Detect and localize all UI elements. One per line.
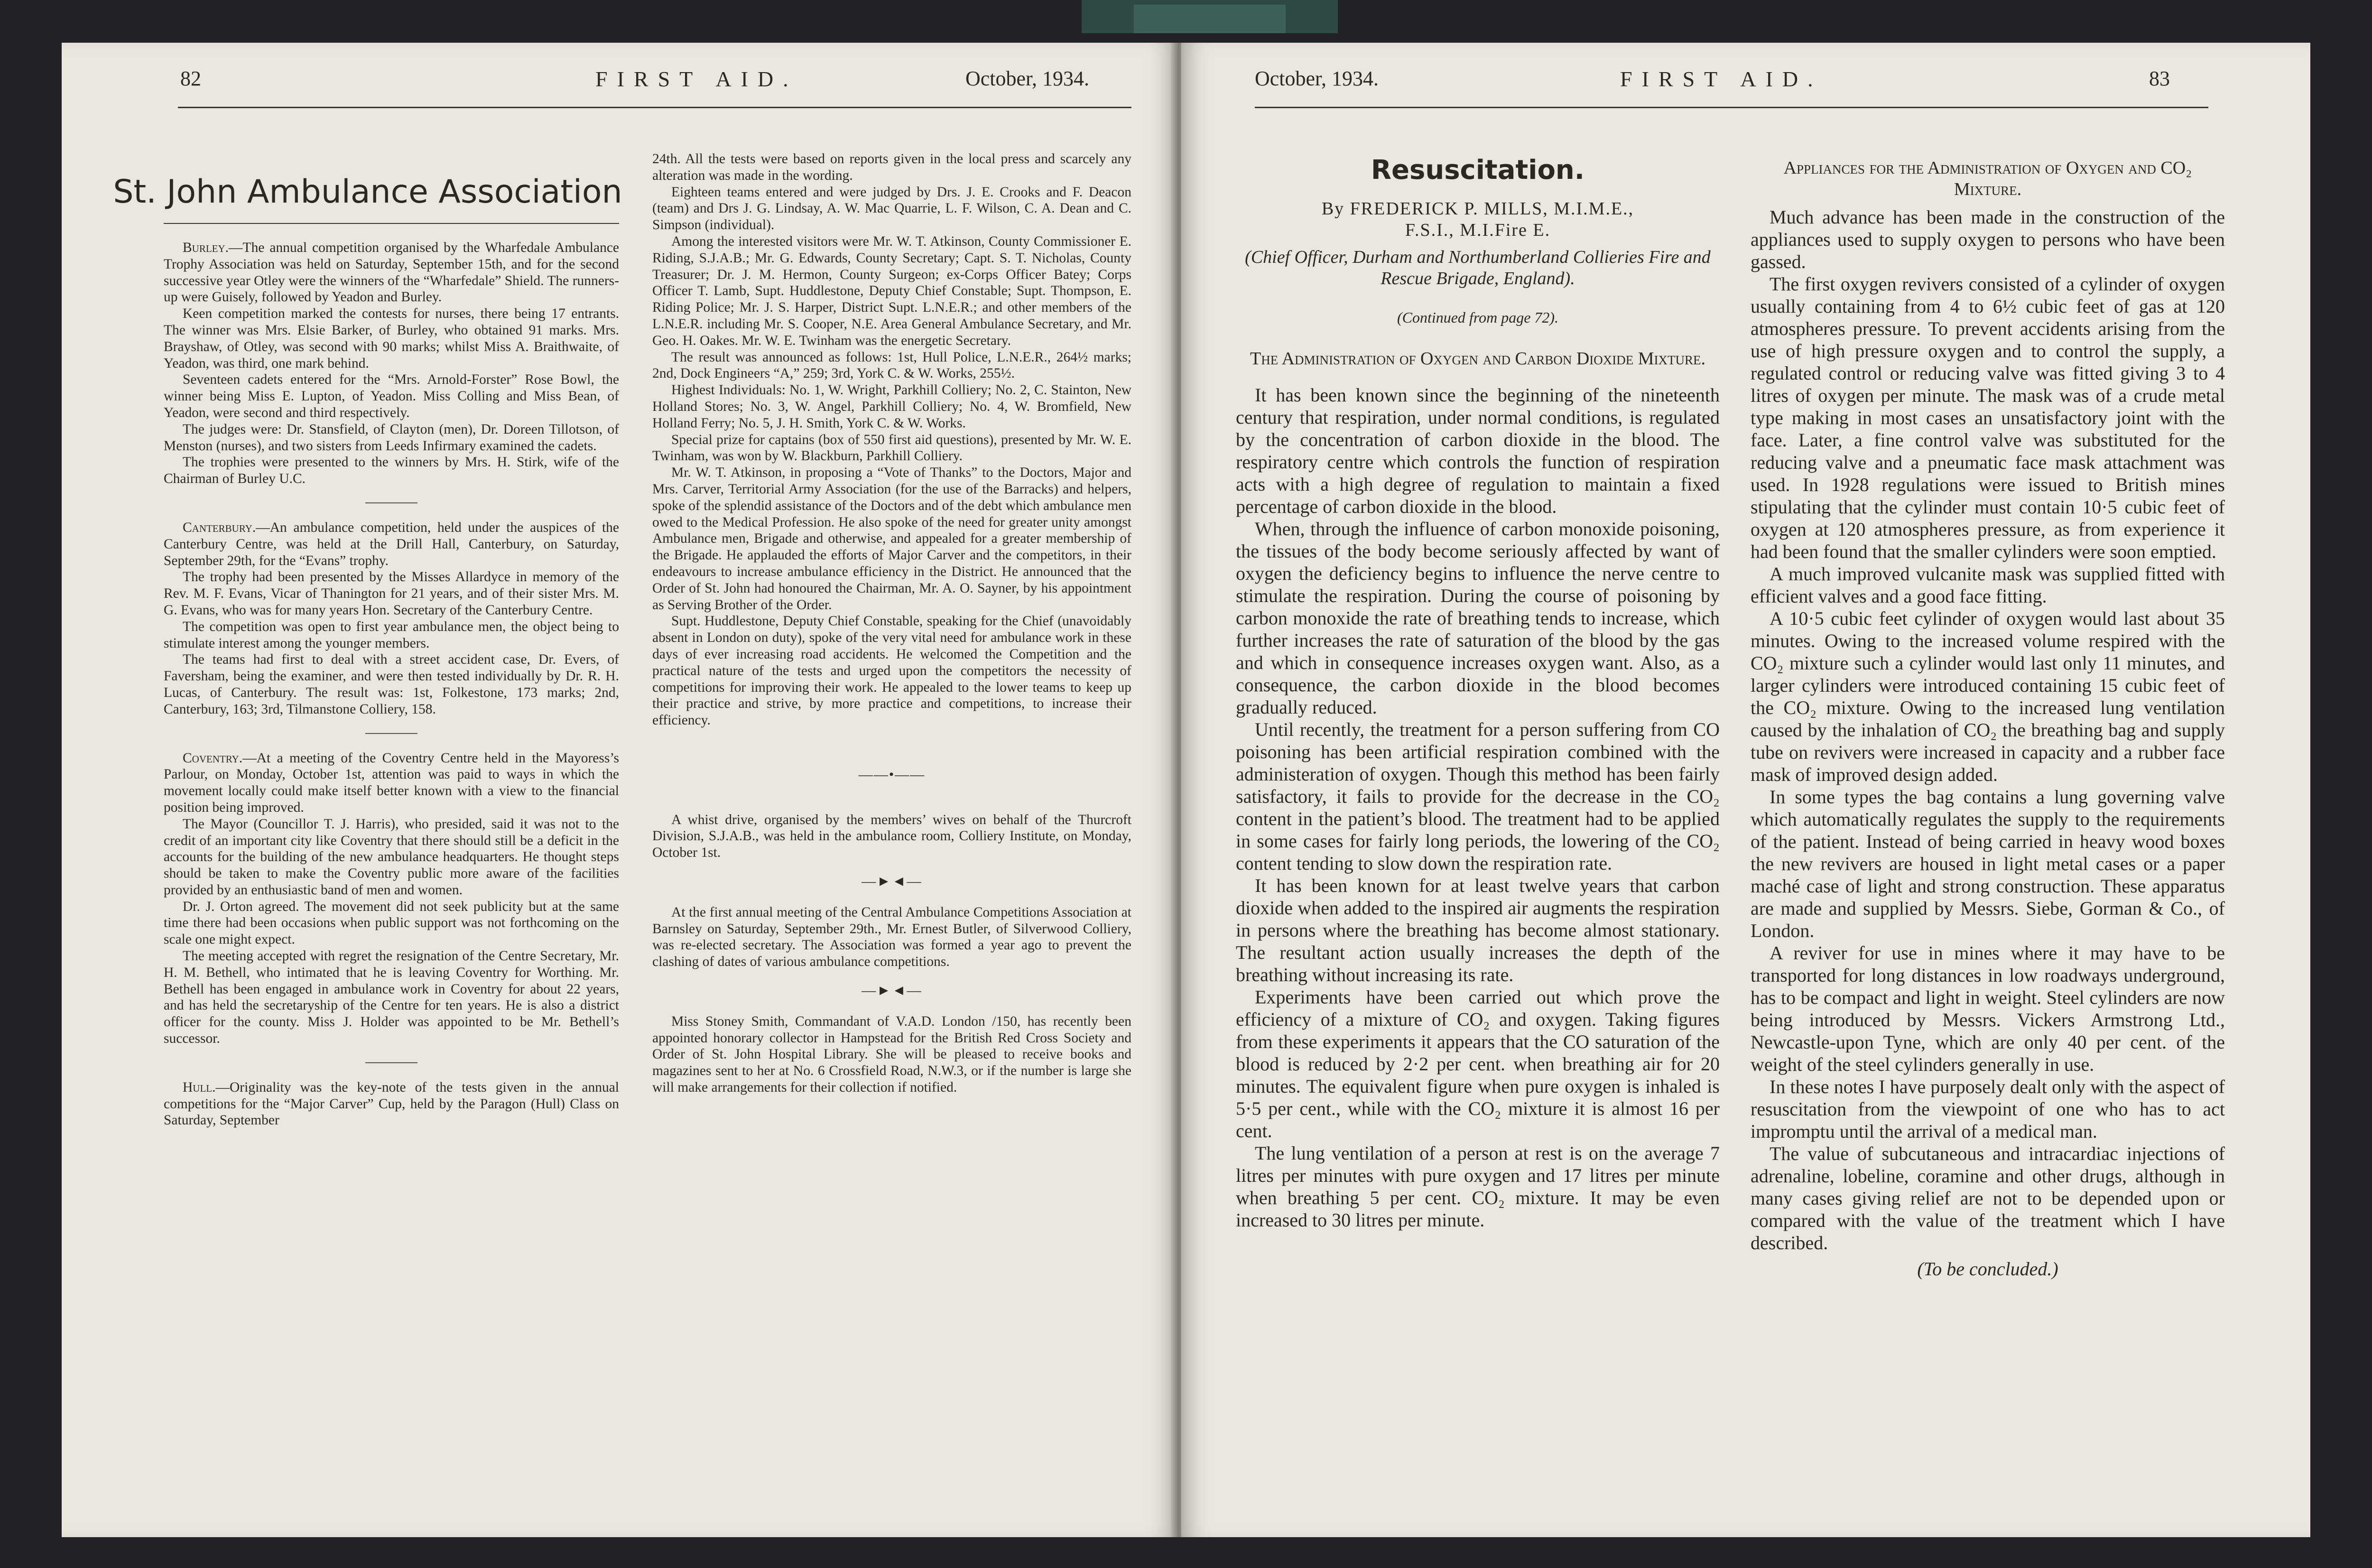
paragraph-text: The result was announced as follows: 1st, Hull Police, L.N.E.R., 264½ marks; 2nd, Dock Engineers “A,” 259; 3rd, York C. & W. Works, 255½.	[652, 349, 1131, 381]
paragraph-text: Mr. W. T. Atkinson, in proposing a “Vote of Thanks” to the Doctors, Major and Mrs. Carver, Territorial Army Association (for the use of the Barracks) and helpers, spoke of the splendid assistance of the Doctors and of the debt which ambulance men owed to the Medical Profession. He also spoke of the need for greater unity amongst Ambulance men, Brigade and otherwise, and appealed for a greater membership of the Brigade. He applauded the efforts of Major Carver and the competitors, in their endeavours to increase ambulance efficiency in the District. He announced that the Order of St. John had honoured the Chairman, Mr. A. O. Sayner, by his appointment as Serving Brother of the Order.	[652, 465, 1131, 612]
byline: By FREDERICK P. MILLS, M.I.M.E.,	[1321, 199, 1634, 219]
paragraph: When, through the influence of carbon monoxide poisoning, the tissues of the body become seriously affected by want of oxygen the deficiency begins to influence the nerve centre to stimulate the respiration. During the course of poisoning by carbon monoxide the rate of breathing tends to increase, which further increases the rate of saturation of the blood by the gas and which in consequence increases oxygen want. Also, as a consequence, the carbon dioxide in the blood becomes gradually reduced.	[1236, 518, 1720, 718]
section-divider	[365, 1062, 417, 1063]
paragraph	[164, 371, 619, 421]
paragraph	[164, 306, 619, 371]
paragraph	[652, 151, 1131, 184]
paragraph: Until recently, the treatment for a person suffering from CO poisoning has been artificial respiration combined with the administeration of oxygen. Though this method has been fairly satisfactory, it fails to provide for the decrease in the CO₂ content in the patient’s blood. The treatment had to be applied in some cases for fairly long periods, the lowering of the CO₂ content tending to slow down the respiration rate.	[1236, 719, 1720, 874]
paragraph: The first oxygen revivers consisted of a cylinder of oxygen usually containing from 4 to 6½ cubic feet of gas at 120 atmospheres pressure. To prevent accidents arising from the use of high pressure oxygen and to control the supply, a regulated control or reducing valve was fitted giving 3 to 4 litres of oxygen per minute. The mask was of a crude metal type making in most cases an unsatisfactory joint with the face. Later, a fine control valve was substituted for the reducing valve and a pneumatic face mask attachment was used. In 1928 regulations were issued to British mines stipulating that the cylinder must contain 10·5 cubic feet of oxygen at 120 atmospheres pressure, as from experience it had been found that the smaller cylinders were soon emptied.	[1751, 273, 2225, 562]
paragraph	[164, 816, 619, 899]
paragraph-lead: Coventry.	[183, 750, 243, 766]
paragraph	[652, 382, 1131, 431]
ornament-divider: ——•——	[858, 766, 926, 782]
paragraph-text: Special prize for captains (box of 550 first aid questions), presented by Mr. W. E. Twinham, was won by W. Blackburn, Parkhill Colliery.	[652, 432, 1131, 464]
right-page-number: 83	[2149, 67, 2170, 90]
left-page-number: 82	[180, 67, 201, 90]
paragraph-lead: Hull.	[183, 1079, 216, 1095]
paragraph-text: At the first annual meeting of the Central Ambulance Competitions Association at Barnsley on Saturday, September 29th., Mr. Ernest Butler, of Silverwood Colliery, was re-elected secretary. The Association was formed a year ago to prevent the clashing of dates of various ambulance competitions.	[652, 904, 1131, 970]
paragraph: A reviver for use in mines where it may have to be transported for long distances in low roadways underground, has to be compact and light in weight. Steel cylinders are now being introduced by Messrs. Vickers Armstrong Ltd., Newcastle-upon Tyne, which are only 40 per cent. of the weight of the steel cylinders generally in use.	[1751, 942, 2225, 1075]
ornament-divider: —►◄—	[862, 873, 922, 890]
paragraph	[652, 184, 1131, 233]
article-body-col2	[1751, 206, 2225, 1254]
section-heading: The Administration of Oxygen and Carbon Dioxide Mixture.	[1250, 349, 1706, 369]
paragraph	[652, 349, 1131, 382]
paragraph	[652, 1013, 1131, 1096]
continued-note: (Continued from page 72).	[1397, 309, 1559, 326]
paragraph-text: Seventeen cadets entered for the “Mrs. Arnold-Forster” Rose Bowl, the winner being Miss E. Lupton, of Yeadon. Miss Colling and Miss Bean, of Yeadon, were second and third respectively.	[164, 372, 619, 420]
left-column-1	[164, 240, 619, 1129]
paragraph	[164, 454, 619, 487]
paragraph: It has been known for at least twelve years that carbon dioxide when added to the inspired air augments the respiration in persons where the breathing has become almost stationary. The resultant action usually increases the depth of the breathing without increasing its rate.	[1236, 875, 1720, 985]
paragraph	[164, 520, 619, 569]
paragraph	[652, 233, 1131, 349]
author-affiliation: (Chief Officer, Durham and Northumberland Collieries Fire and Rescue Brigade, England).	[1245, 247, 1711, 288]
paragraph: A 10·5 cubic feet cylinder of oxygen would last about 35 minutes. Owing to the increased volume respired with the CO₂ mixture such a cylinder would last only 11 minutes, and larger cylinders were introduced containing 15 cubic feet of the CO₂ mixture. Owing to the increased lung ventilation caused by the inhalation of CO₂ the breathing bag and supply tube on revivers were increased in capacity and a rubber face mask of improved design added.	[1751, 608, 2225, 785]
paragraph-text: —An ambulance competition, held under the auspices of the Canterbury Centre, was held at the Drill Hall, Canterbury, on Saturday, September 29th, for the “Evans” trophy.	[164, 520, 619, 568]
paragraph	[164, 619, 619, 652]
left-column-2	[652, 151, 1131, 1096]
left-header-rule	[178, 107, 1131, 108]
paragraph: In these notes I have purposely dealt only with the aspect of resuscitation from the viewpoint of one who has to act impromptu until the arrival of a medical man.	[1751, 1076, 2225, 1142]
paragraph-text: The competition was open to first year ambulance men, the object being to stimulate interest among the younger members.	[164, 619, 619, 651]
paragraph-text: 24th. All the tests were based on reports given in the local press and scarcely any alteration was made in the wording.	[652, 151, 1131, 183]
paragraph-text: Supt. Huddlestone, Deputy Chief Constable, speaking for the Chief (unavoidably absent in London on duty), spoke of the very vital need for ambulance work in these days of ever increasing road accidents. He welcomed the Competition and the practical nature of the tests and urged upon the competitors the necessity of competitions for improving their work. He appealed to the lower teams to keep up their practice and strive, by more practice and competitions, to increase their efficiency.	[652, 613, 1131, 728]
paragraph	[164, 899, 619, 948]
paragraph-text: Highest Individuals: No. 1, W. Wright, Parkhill Colliery; No. 2, C. Stainton, New Holland Stores; No. 3, W. Angel, Parkhill Colliery; No. 4, W. Bromfield, New Holland Ferry; No. 5, J. H. Smith, York C. & W. Works.	[652, 382, 1131, 431]
paragraph-text: The Mayor (Councillor T. J. Harris), who presided, said it was not to the credit of an important city like Coventry that there should still be a deficit in the accounts for the building of the new ambulance headquarters. He thought steps should be taken to make the Coventry public more aware of the facilities provided by an enthusiastic band of men and women.	[164, 816, 619, 898]
paragraph-lead: Burley.	[183, 240, 229, 255]
paragraph-text: The teams had first to deal with a street accident case, Dr. Evers, of Faversham, being the examiner, and were then tested individually by Dr. R. H. Lucas, of Canterbury. The result was: 1st, Folkestone, 173 marks; 2nd, Canterbury, 163; 3rd, Tilmanstone Colliery, 158.	[164, 652, 619, 717]
paragraph	[652, 812, 1131, 861]
paragraph-text: The trophy had been presented by the Misses Allardyce in memory of the Rev. M. F. Evans, Vicar of Thanington for 21 years, and of their sister Mrs. M. G. Evans, who was for many years Hon. Secretary of the Canterbury Centre.	[164, 569, 619, 618]
paragraph-text: Miss Stoney Smith, Commandant of V.A.D. London /150, has recently been appointed honorary collector in Hampstead for the British Red Cross Society and Order of St. John Hospital Library. She will be pleased to receive books and magazines sent to her at No. 6 Crossfield Road, N.W.3, or if the number is large she will make arrangements for their collection if notified.	[652, 1013, 1131, 1095]
paragraph-text: Eighteen teams entered and were judged by Drs. J. E. Crooks and F. Deacon (team) and Drs J. G. Lindsay, A. W. Mac Quarrie, L. F. Wilson, C. A. Dean and C. Simpson (individual).	[652, 184, 1131, 233]
paragraph	[164, 651, 619, 717]
right-running-header	[1181, 66, 2310, 95]
to-be-concluded: (To be concluded.)	[1917, 1258, 2058, 1280]
paragraph-text: —At a meeting of the Coventry Centre held in the Mayoress’s Parlour, on Monday, October 1st, attention was paid to ways in which the movement locally could make itself better known with a view to the financial position being improved.	[164, 750, 619, 815]
left-running-title: FIRST AID.	[595, 67, 798, 91]
left-date: October, 1934.	[965, 67, 1089, 90]
paragraph	[164, 421, 619, 455]
paragraph: Much advance has been made in the construction of the appliances used to supply oxygen to persons who have been gassed.	[1751, 206, 2225, 272]
paragraph	[652, 613, 1131, 729]
section-divider	[365, 733, 417, 734]
paragraph-text: The judges were: Dr. Stansfield, of Clayton (men), Dr. Doreen Tillotson, of Menston (nurses), and two sisters from Leeds Infirmary examined the cadets.	[164, 421, 619, 454]
right-date: October, 1934.	[1255, 67, 1379, 90]
paragraph: In some types the bag contains a lung governing valve which automatically regulates the supply to the requirements of the patient. Instead of being carried in heavy wood boxes the new revivers are housed in light metal cases or a paper maché case of light and strong construction. These apparatus are made and supplied by Messrs. Siebe, Gorman & Co., of London.	[1751, 786, 2225, 941]
paragraph-text: —Originality was the key-note of the tests given in the annual competitions for the “Major Carver” Cup, held by the Paragon (Hull) Class on Saturday, September	[164, 1079, 619, 1128]
left-running-header	[62, 66, 1177, 95]
paragraph	[164, 1079, 619, 1129]
paragraph	[164, 240, 619, 306]
page-title: St. John Ambulance Association	[113, 173, 622, 211]
paragraph-text: —The annual competition organised by the Wharfedale Ambulance Trophy Association was held on Saturday, September 15th, and for the second successive year Otley were the winners of the “Wharfedale” Shield. The runners-up were Guisely, followed by Yeadon and Burley.	[164, 240, 619, 305]
paragraph-text: The trophies were presented to the winners by Mrs. H. Stirk, wife of the Chairman of Burley U.C.	[164, 455, 619, 487]
right-header-rule	[1255, 107, 2208, 108]
paragraph: It has been known since the beginning of the nineteenth century that respiration, under normal conditions, is regulated by the concentration of carbon dioxide in the blood. The respiratory centre which controls the function of respiration acts with a high degree of regulation to maintain a fixed percentage of carbon dioxide in the blood.	[1236, 384, 1720, 517]
paragraph-text: Dr. J. Orton agreed. The movement did not seek publicity but at the same time there had been occasions when public support was not forthcoming on the scale one might expect.	[164, 899, 619, 947]
article-title: Resuscitation.	[1371, 155, 1585, 186]
article-body-col1	[1236, 384, 1720, 1231]
paragraph: The lung ventilation of a person at rest is on the average 7 litres per minutes with pure oxygen and 17 litres per minute when breathing 5 per cent. CO₂ mixture. It may be even increased to 30 litres per minute.	[1236, 1142, 1720, 1231]
ornament-divider: —►◄—	[862, 983, 922, 999]
paragraph	[164, 948, 619, 1047]
section-divider	[365, 502, 417, 503]
paragraph: The value of subcutaneous and intracardiac injections of adrenaline, lobeline, coramine and other drugs, although in many cases giving relief are not to be depended upon or compared with the value of the treatment which I have described.	[1751, 1143, 2225, 1253]
paragraph-lead: Canterbury.	[183, 520, 256, 535]
paragraph-text: The meeting accepted with regret the resignation of the Centre Secretary, Mr. H. M. Bethell, who intimated that he is leaving Coventry for Worthing. Mr. Bethell has been engaged in ambulance work in Coventry for about 22 years, and has held the secretaryship of the Centre for ten years. He is also a district officer for the county. Miss J. Holder was appointed to be Mr. Bethell’s successor.	[164, 948, 619, 1047]
right-running-title: FIRST AID.	[1620, 67, 1823, 91]
paragraph	[652, 464, 1131, 613]
paragraph	[164, 569, 619, 618]
paragraph	[652, 904, 1131, 970]
appliances-heading: Appliances for the Administration of Oxygen and CO₂ Mixture.	[1783, 158, 2192, 199]
paragraph	[164, 750, 619, 816]
paragraph	[652, 432, 1131, 465]
byline-credentials: F.S.I., M.I.Fire E.	[1405, 220, 1551, 240]
right-column-1	[1236, 155, 1720, 1231]
paragraph-text: Keen competition marked the contests for nurses, there being 17 entrants. The winner was Mrs. Elsie Barker, of Burley, who obtained 91 marks. Mrs. Brayshaw, of Otley, was second with 90 marks; whilst Miss A. Braithwaite, of Yeadon, was third, one mark behind.	[164, 306, 619, 371]
right-column-2	[1751, 158, 2225, 1280]
paragraph-text: Among the interested visitors were Mr. W. T. Atkinson, County Commissioner E. Riding, S.J.A.B.; Mr. G. Edwards, County Secretary; Capt. S. T. Nicholas, County Treasurer; Dr. J. M. Hermon, County Surgeon; ex-Corps Officer Batey; Corps Officer T. Lamb, Supt. Huddlestone, Deputy Chief Constable; Supt. Thompson, E. Riding Police; Mr. J. S. Harper, District Supt. L.N.E.R.; and other members of the L.N.E.R. including Mr. S. Cooper, N.E. Area General Ambulance Secretary, and Mr. Geo. H. Oakes. Mr. W. E. Twinham was the energetic Secretary.	[652, 233, 1131, 348]
paragraph-text: A whist drive, organised by the members’ wives on behalf of the Thurcroft Division, S.J.A.B., was held in the ambulance room, Colliery Institute, on Monday, October 1st.	[652, 812, 1131, 861]
paragraph: A much improved vulcanite mask was supplied fitted with efficient valves and a good face fitting.	[1751, 563, 2225, 607]
paragraph: Experiments have been carried out which prove the efficiency of a mixture of CO₂ and oxygen. Taking figures from these experiments it appears that the CO saturation of the blood is reduced by 2·2 per cent. when breathing air for 20 minutes. The equivalent figure when pure oxygen is inhaled is 5·5 per cent., while with the CO₂ mixture it is almost 16 per cent.	[1236, 986, 1720, 1141]
title-rule	[164, 223, 619, 224]
binding-tabs	[1082, 0, 1338, 33]
